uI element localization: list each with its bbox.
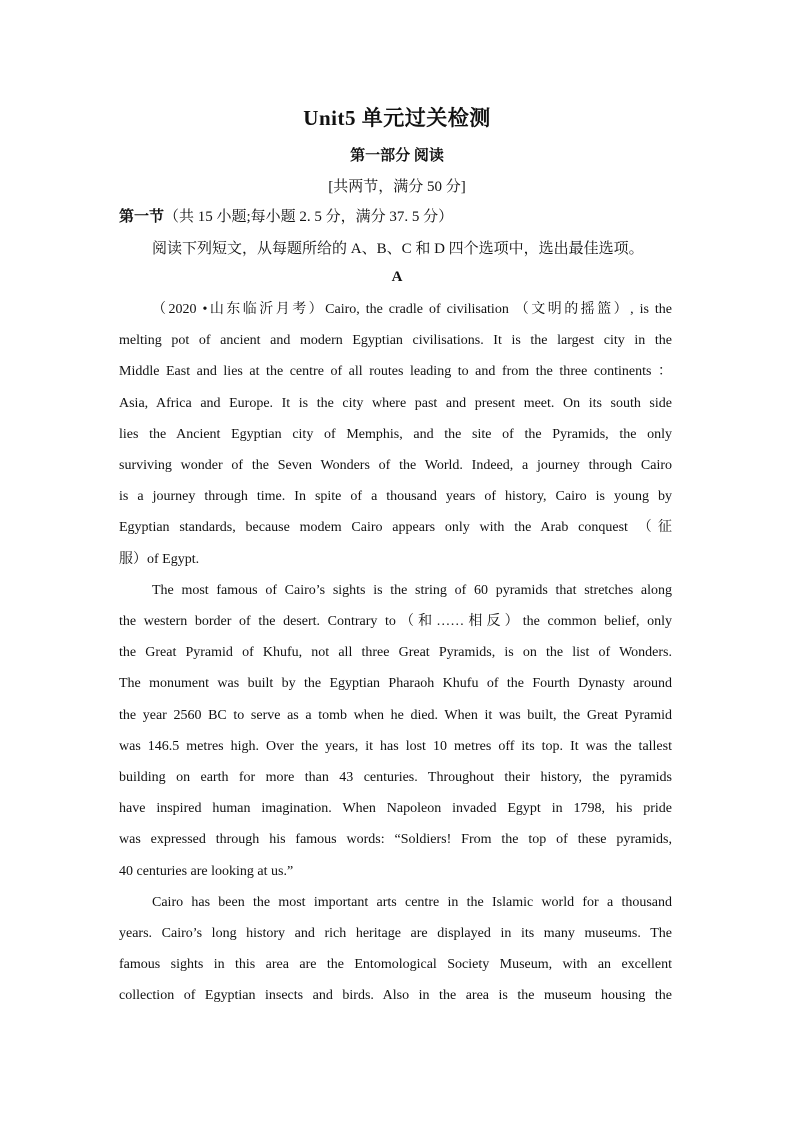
passage-line: the western border of the desert. Contrary to（和……相反）the common belief, only bbox=[119, 614, 672, 629]
passage-line: years. Cairo’s long history and rich heritage are displayed in its many museums. The bbox=[119, 926, 672, 941]
passage-line: Cairo has been the most important arts centre in the Islamic world for a thousand bbox=[152, 895, 672, 910]
passage-label: A bbox=[391, 269, 403, 285]
passage-line: have inspired human imagination. When Napoleon invaded Egypt in 1798, his pride bbox=[119, 801, 672, 816]
passage-line: famous sights in this area are the Entomological Society Museum, with an excellent bbox=[119, 957, 672, 972]
section-description: （共 15 小题;每小题 2. 5 分，满分 37. 5 分） bbox=[164, 209, 454, 225]
passage-line: The most famous of Cairo’s sights is the string of 60 pyramids that stretches along bbox=[152, 583, 672, 598]
passage-line: collection of Egyptian insects and birds. Also in the area is the museum housing the bbox=[119, 988, 672, 1003]
passage-line: the year 2560 BC to serve as a tomb when he died. When it was built, the Great Pyramid bbox=[119, 708, 672, 723]
part-heading: 第一部分 阅读 bbox=[350, 148, 444, 164]
passage-line: 服）of Egypt. bbox=[119, 552, 200, 567]
passage-line: （2020 •山东临沂月考）Cairo, the cradle of civilisation （文明的摇篮）, is the bbox=[152, 302, 672, 317]
passage-line: building on earth for more than 43 centuries. Throughout their history, the pyramids bbox=[119, 770, 672, 785]
passage-line: The monument was built by the Egyptian Pharaoh Khufu of the Fourth Dynasty around bbox=[119, 676, 672, 691]
passage-line: is a journey through time. In spite of a thousand years of history, Cairo is young by bbox=[119, 489, 672, 504]
instruction-text: 阅读下列短文，从每题所给的 A、B、C 和 D 四个选项中，选出最佳选项。 bbox=[152, 241, 644, 257]
score-note: [共两节，满分 50 分] bbox=[328, 179, 466, 195]
passage-line: was 146.5 metres high. Over the years, it has lost 10 metres off its top. It was the tallest bbox=[119, 739, 672, 754]
passage-line: the Great Pyramid of Khufu, not all three Great Pyramids, is on the list of Wonders. bbox=[119, 645, 672, 660]
passage-line: Middle East and lies at the centre of all routes leading to and from the three continents ： bbox=[119, 364, 672, 379]
passage-line: 40 centuries are looking at us.” bbox=[119, 864, 294, 879]
section-heading bbox=[119, 205, 453, 226]
passage-line: melting pot of ancient and modern Egyptian civilisations. It is the largest city in the bbox=[119, 333, 672, 348]
passage-line: Egyptian standards, because modem Cairo appears only with the Arab conquest （征 bbox=[119, 520, 672, 535]
passage-line: was expressed through his famous words: “Soldiers! From the top of these pyramids, bbox=[119, 832, 672, 847]
section-label: 第一节 bbox=[119, 209, 165, 225]
unit-title: Unit5 单元过关检测 bbox=[303, 106, 491, 130]
passage-line: Asia, Africa and Europe. It is the city where past and present meet. On its south side bbox=[119, 396, 672, 411]
passage-line: surviving wonder of the Seven Wonders of the World. Indeed, a journey through Cairo bbox=[119, 458, 672, 473]
passage-line: lies the Ancient Egyptian city of Memphis, and the site of the Pyramids, the only bbox=[119, 427, 672, 442]
